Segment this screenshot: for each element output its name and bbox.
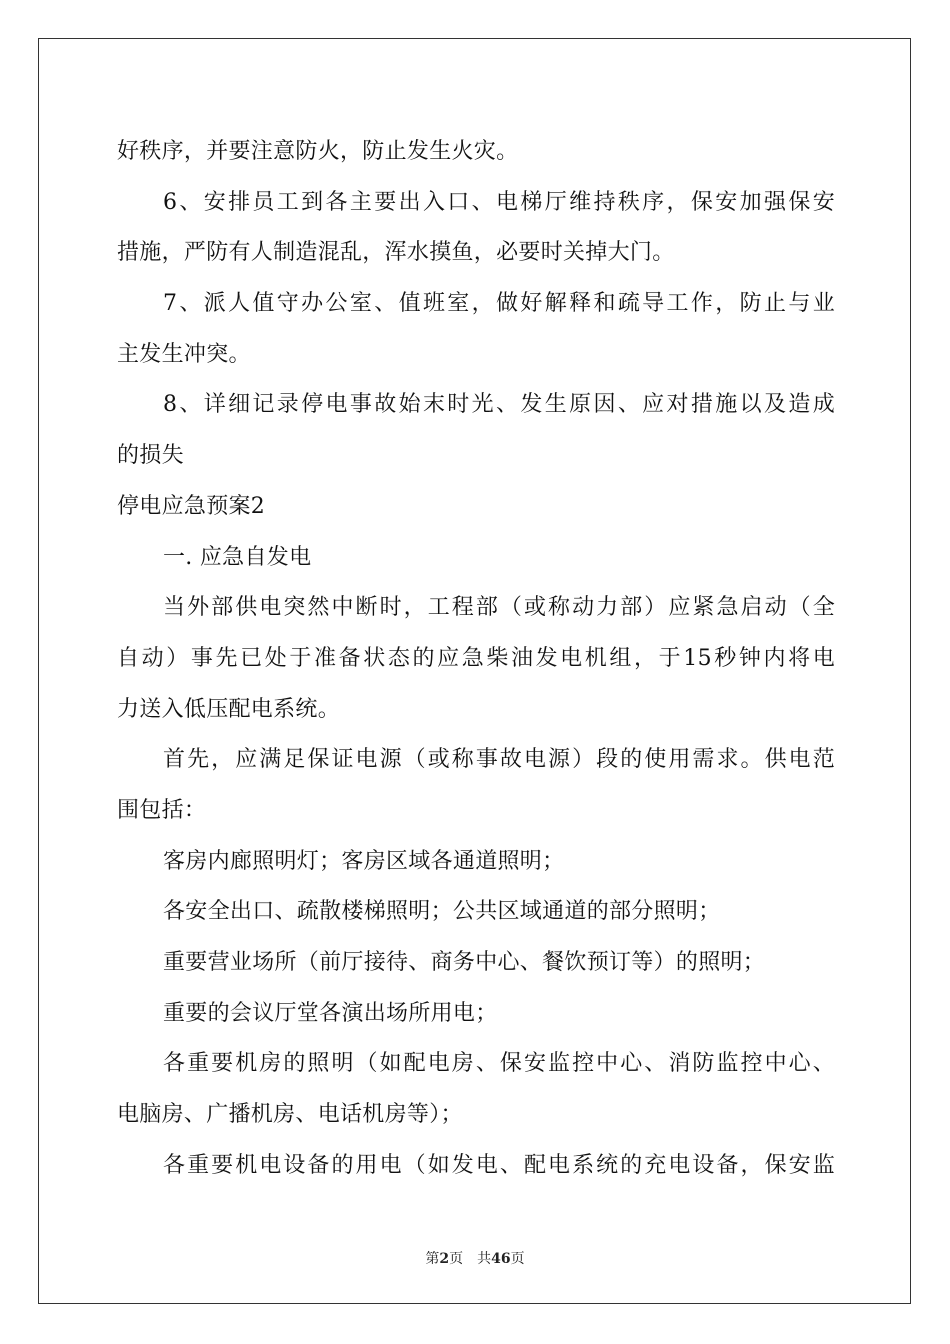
text-line: 7、派人值守办公室、值班室，做好解释和疏导工作，防止与业 bbox=[163, 291, 835, 317]
page-footer bbox=[0, 1248, 950, 1268]
text-line: 主发生冲突。 bbox=[117, 341, 251, 367]
text-line: 各重要机房的照明（如配电房、保安监控中心、消防监控中心、 bbox=[163, 1051, 835, 1077]
text-line: 好秩序，并要注意防火，防止发生火灾。 bbox=[117, 139, 519, 164]
text-line: 一. 应急自发电 bbox=[163, 544, 312, 570]
text-line: 力送入低压配电系统。 bbox=[117, 696, 341, 722]
document-body bbox=[117, 127, 835, 1191]
text-line: 重要的会议厅堂各演出场所用电； bbox=[163, 1000, 498, 1026]
text-line: 措施，严防有人制造混乱，浑水摸鱼，必要时关掉大门。 bbox=[117, 240, 675, 266]
footer-total-pages: 46 bbox=[491, 1251, 511, 1267]
text-line: 停电应急预案2 bbox=[117, 493, 266, 519]
text-line: 各安全出口、疏散楼梯照明；公共区域通道的部分照明； bbox=[163, 899, 721, 925]
text-line: 8、详细记录停电事故始末时光、发生原因、应对措施以及造成 bbox=[163, 392, 835, 418]
text-line: 各重要机电设备的用电（如发电、配电系统的充电设备，保安监 bbox=[163, 1152, 835, 1178]
text-line: 当外部供电突然中断时，工程部（或称动力部）应紧急启动（全 bbox=[163, 595, 835, 621]
text-line: 的损失 bbox=[117, 443, 184, 469]
footer-page-suffix: 页 bbox=[449, 1251, 464, 1267]
text-line: 重要营业场所（前厅接待、商务中心、餐饮预订等）的照明； bbox=[163, 950, 766, 975]
footer-total-suffix: 页 bbox=[510, 1251, 525, 1267]
text-line: 6、安排员工到各主要出入口、电梯厅维持秩序，保安加强保安 bbox=[163, 189, 835, 215]
footer-total-prefix: 共 bbox=[477, 1251, 492, 1267]
footer-page-prefix: 第 bbox=[425, 1251, 440, 1267]
text-line: 客房内廊照明灯；客房区域各通道照明； bbox=[163, 848, 565, 874]
text-line: 电脑房、广播机房、电话机房等）； bbox=[117, 1102, 463, 1128]
text-line: 自动）事先已处于准备状态的应急柴油发电机组，于15秒钟内将电 bbox=[117, 645, 835, 671]
text-line: 首先，应满足保证电源（或称事故电源）段的使用需求。供电范 bbox=[163, 747, 835, 773]
text-line: 围包括： bbox=[117, 797, 207, 823]
footer-page-number: 2 bbox=[439, 1251, 450, 1267]
